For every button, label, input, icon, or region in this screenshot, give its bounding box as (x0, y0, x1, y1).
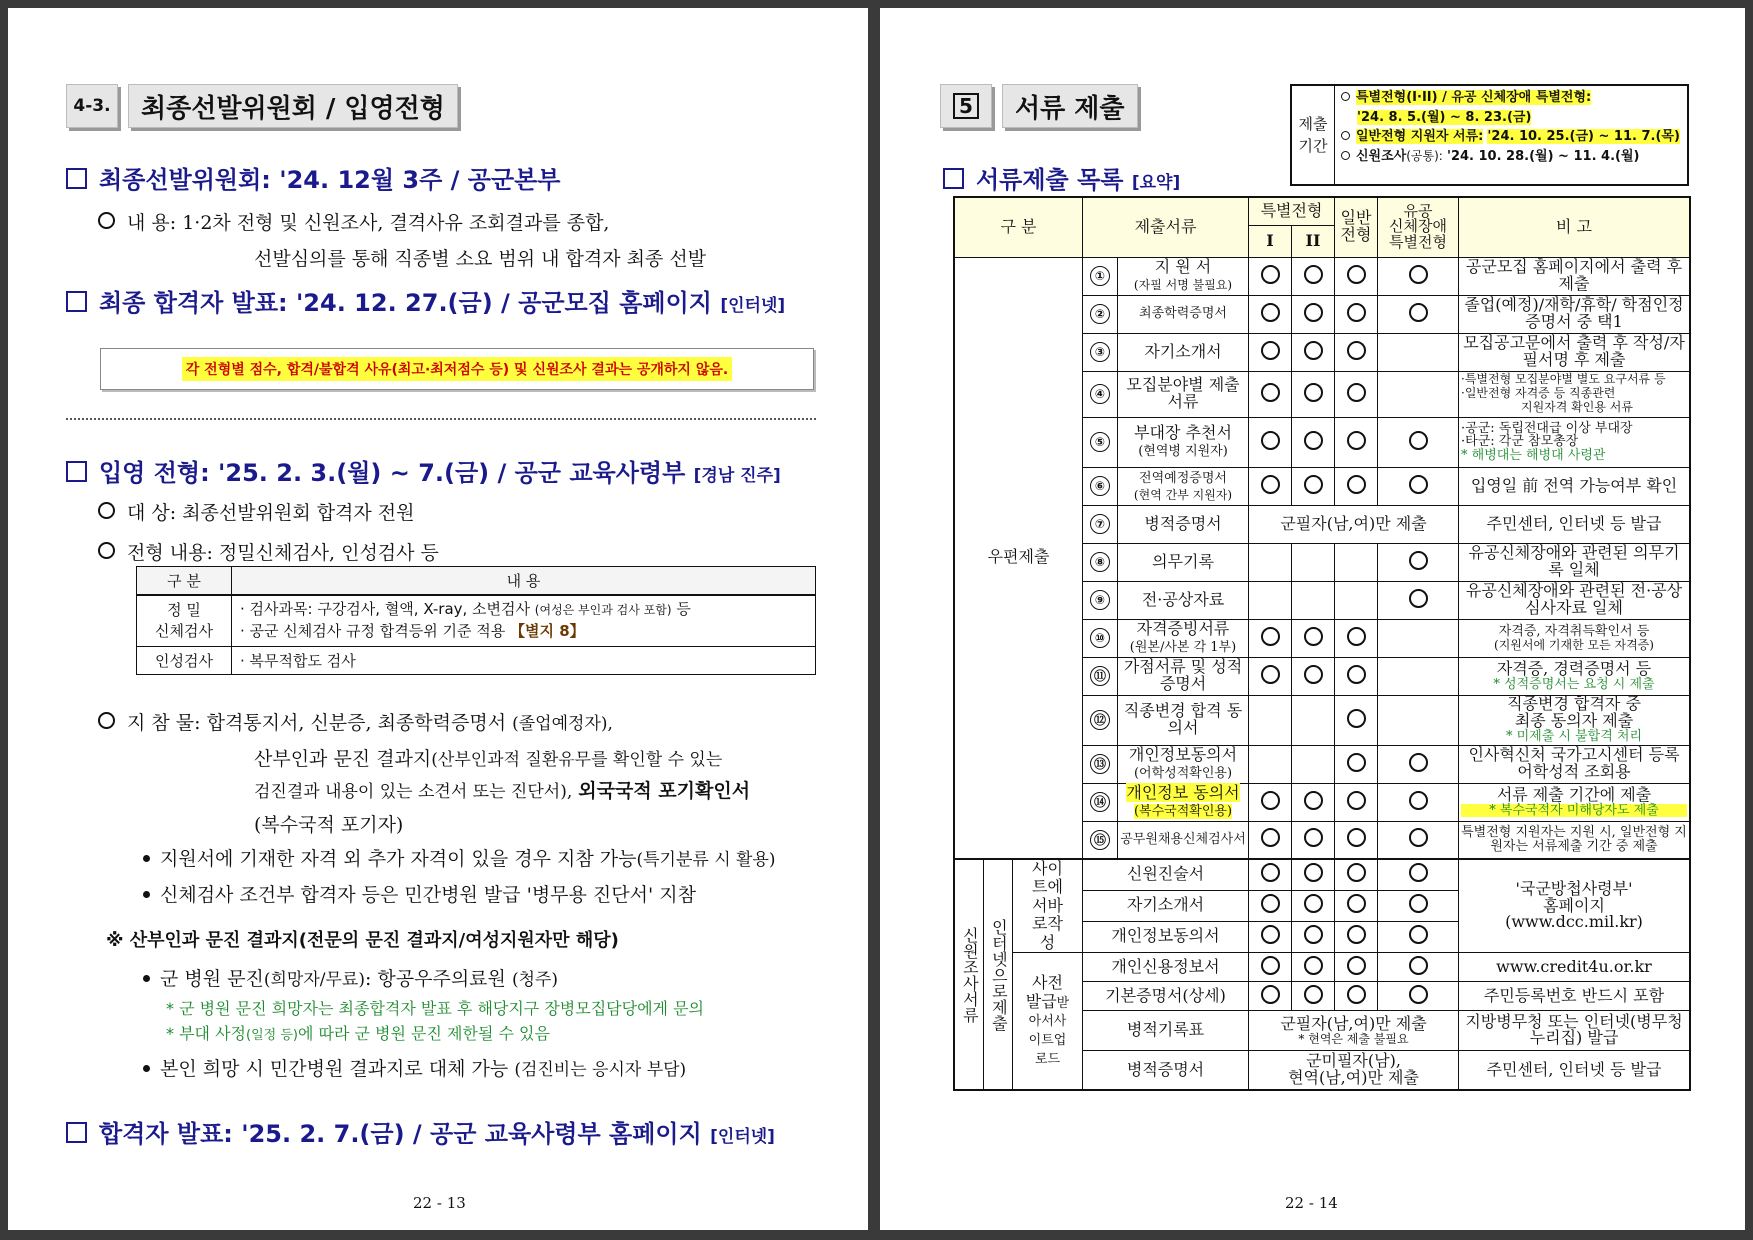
exam-table-cell: 정 밀 신체검사 (137, 595, 232, 646)
enlist-content: 전형 내용: 정밀신체검사, 인성검사 등 (98, 538, 439, 565)
table-row: ⑫ 직종변경 합격 동의서 직종변경 합격자 중 최종 동의자 제출 * 미제출 시 불합격 처리 (954, 695, 1690, 745)
table-row: ③ 자기소개서 모집공고문에서 출력 후 작성/자필서명 후 제출 (954, 333, 1690, 371)
heading-list: 서류제출 목록 [요약] (943, 160, 1180, 195)
table-row: 개인정보동의서 (954, 921, 1690, 952)
th-note: 비 고 (1459, 197, 1691, 257)
table-row: ⑩ 자격증빙서류 (원본/사본 각 1부) 자격증, 자격취득확인서 등 (지원서에 기재한 모든 자격증) (954, 619, 1690, 657)
items-line-1: 지 참 물: 합격통지서, 신분증, 최종학력증명서 (졸업예정자), (98, 708, 613, 735)
note-bullet-1: 군 병원 문진(희망자/무료): 항공우주의료원 (청주) (143, 964, 558, 991)
left-page (8, 8, 868, 1230)
site-label: 사이트에서바로작성 (1013, 859, 1083, 952)
committee-content-2: 선발심의를 통해 직종별 소요 범위 내 합격자 최종 선발 (254, 248, 707, 270)
note-bullet-2: 본인 희망 시 민간병원 결과지로 대체 가능 (검진비는 응시자 부담) (143, 1054, 686, 1081)
table-row: 자기소개서 (954, 890, 1690, 921)
exam-table-cell: · 복무적합도 검사 (232, 646, 816, 674)
table-row: 병적기록표 군필자(남,여)만 제출 * 현역은 제출 불필요 지방병무청 또는 인터넷(병무청누리집) 발급 (954, 1010, 1690, 1050)
table-row: ⑪ 가점서류 및 성적증명서 자격증, 경력증명서 등 * 성적증명서는 요청 시 제출 (954, 657, 1690, 695)
th-merit: 유공 신체장애 특별전형 (1378, 197, 1459, 257)
divider (66, 418, 816, 420)
section-header (66, 84, 458, 128)
exam-table (136, 566, 816, 675)
th-document: 제출서류 (1083, 197, 1249, 257)
table-row: 우편제출 ① 지 원 서 (자필 서명 불필요) 공군모집 홈페이지에서 출력 후 제출 (954, 257, 1690, 295)
mail-label: 우편제출 (954, 257, 1083, 859)
table-row: ⑬ 개인정보동의서 (어학성적확인용) 인사혁신처 국가고시센터 등록 어학성적 조회용 (954, 745, 1690, 783)
table-row: 병적증명서 군미필자(남), 현역(남,여)만 제출 주민센터, 인터넷 등 발급 (954, 1050, 1690, 1090)
table-row: ⑧ 의무기록 유공신체장애와 관련된 의무기록 일체 (954, 543, 1690, 581)
table-row: ⑦ 병적증명서 군필자(남,여)만 제출 주민센터, 인터넷 등 발급 (954, 505, 1690, 543)
internet-label: 인터넷으로제출 (984, 859, 1013, 1090)
page-number: 22 - 14 (1285, 1194, 1338, 1212)
period-box (1290, 84, 1689, 186)
document-table (953, 196, 1691, 1091)
note-title: ※ 산부인과 문진 결과지(전문의 문진 결과지/여성지원자만 해당) (106, 930, 619, 951)
th-special-1: I (1249, 225, 1292, 257)
items-line-4: (복수국적 포기자) (254, 814, 404, 836)
th-special-2: II (1292, 225, 1335, 257)
committee-content: 내 용: 1·2차 전형 및 신원조사, 결격사유 조회결과를 종합, (98, 208, 609, 235)
green-note-1: * 군 병원 문진 희망자는 최종합격자 발표 후 해당지구 장병모집담당에게 문의 (166, 999, 704, 1018)
section-header (940, 84, 1138, 128)
table-row: ⑥ 전역예정증명서 (현역 간부 지원자) 입영일 前 전역 가능여부 확인 (954, 467, 1690, 505)
exam-table-header: 내 용 (232, 567, 816, 596)
table-row: ④ 모집분야별 제출서류 ·특별전형 모집분야별 별도 요구서류 등 ·일반전형 자격증 등 직종관련 지원자격 확인용 서류 (954, 371, 1690, 417)
section-number: 4-3. (66, 84, 118, 128)
section-number: 5 (940, 84, 992, 128)
bullet-2: 신체검사 조건부 합격자 등은 민간병원 발급 '병무용 진단서' 지참 (143, 880, 696, 907)
section-title: 서류 제출 (1002, 84, 1138, 128)
heading-final: 최종 합격자 발표: '24. 12. 27.(금) / 공군모집 홈페이지 [인터넷] (66, 283, 785, 318)
items-line-2: 산부인과 문진 결과지(산부인과적 질환유무를 확인할 수 있는 (254, 748, 723, 770)
right-page (880, 8, 1745, 1230)
th-division: 구 분 (954, 197, 1083, 257)
green-note-2: * 부대 사정(일정 등)에 따라 군 병원 문진 제한될 수 있음 (166, 1024, 550, 1043)
page-number: 22 - 13 (413, 1194, 466, 1212)
th-general: 일반 전형 (1335, 197, 1378, 257)
heading-pass: 합격자 발표: '25. 2. 7.(금) / 공군 교육사령부 홈페이지 [인터넷] (66, 1114, 775, 1149)
table-row: ⑮ 공무원채용신체검사서 특별전형 지원자는 지원 시, 일반전형 지원자는 서류제출 기간 중 제출 (954, 821, 1690, 859)
table-row: ⑭ 개인정보 동의서 (복수국적확인용) 서류 제출 기간에 제출 * 복수국적자 미해당자도 제출 (954, 783, 1690, 821)
enlist-target: 대 상: 최종선발위원회 합격자 전원 (98, 498, 415, 525)
table-row: ⑨ 전·공상자료 유공신체장애와 관련된 전·공상 심사자료 일체 (954, 581, 1690, 619)
table-row: ⑤ 부대장 추천서 (현역병 지원자) ·공군: 독립전대급 이상 부대장 ·타군: 각군 참모총장 * 해병대는 해병대 사령관 (954, 417, 1690, 467)
exam-table-header: 구 분 (137, 567, 232, 596)
heading-committee: 최종선발위원회: '24. 12월 3주 / 공군본부 (66, 160, 561, 195)
exam-table-cell: 인성검사 (137, 646, 232, 674)
notice-box (100, 348, 814, 390)
upload-label: 사전발급받아서사이트업로드 (1013, 952, 1083, 1090)
notice-text: 각 전형별 점수, 합격/불합격 사유(최고·최저점수 등) 및 신원조사 결과는 공개하지 않음. (182, 357, 732, 381)
exam-table-cell: · 검사과목: 구강검사, 혈액, X-ray, 소변검사 (여성은 부인과 검사 포함) 등 · 공군 신체검사 규정 합격등위 기준 적용 【별지 8】 (232, 595, 816, 646)
th-special: 특별전형 (1249, 197, 1335, 225)
bg-label: 신원조사서류 (954, 859, 984, 1090)
table-row: 기본증명서(상세) 주민등록번호 반드시 포함 (954, 981, 1690, 1010)
section-title: 최종선발위원회 / 입영전형 (128, 84, 458, 128)
bullet-1: 지원서에 기재한 자격 외 추가 자격이 있을 경우 지참 가능(특기분류 시 활용) (143, 844, 776, 871)
period-label: 제출 기간 (1292, 86, 1335, 184)
table-row: 사전발급받아서사이트업로드 개인신용정보서 www.credit4u.or.kr (954, 952, 1690, 981)
items-line-3: 검진결과 내용이 있는 소견서 또는 진단서), 외국국적 포기확인서 (254, 780, 751, 802)
table-row: ② 최종학력증명서 졸업(예정)/재학/휴학/ 학점인정증명서 중 택1 (954, 295, 1690, 333)
table-row: 신원조사서류 인터넷으로제출 사이트에서바로작성 신원진술서 '국군방첩사령부' 홈페이지 (www.dcc.mil.kr) (954, 859, 1690, 890)
heading-enlist: 입영 전형: '25. 2. 3.(월) ~ 7.(금) / 공군 교육사령부 [경남 진주] (66, 453, 781, 488)
period-list: 특별전형(I·II) / 유공 신체장애 특별전형: '24. 8. 5.(월) ~ 8. 23.(금) 일반전형 지원자 서류: '24. 10. 25.(금) ~ 11. 7.(목) 신원조사(공통): '24. 10. 28.(월) ~ 11. 4.(월) (1335, 86, 1686, 184)
